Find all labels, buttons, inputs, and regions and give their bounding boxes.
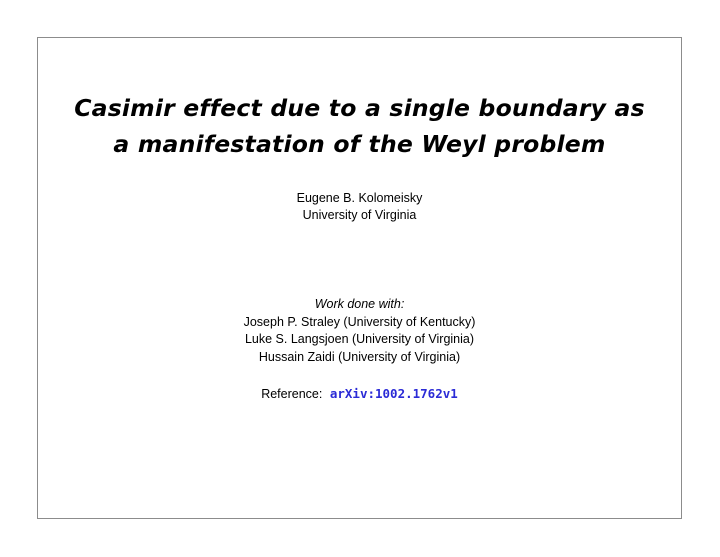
title-line-1: Casimir effect due to a single boundary as bbox=[74, 94, 645, 122]
title-line-2: a manifestation of the Weyl problem bbox=[113, 130, 606, 158]
collaborators-heading: Work done with: bbox=[314, 297, 405, 311]
collaborator-item: Luke S. Langsjoen (University of Virginia) bbox=[244, 332, 475, 346]
reference-link[interactable]: arXiv:1002.1762v1 bbox=[329, 386, 458, 401]
collaborators-block bbox=[38, 296, 681, 366]
reference-label: Reference: bbox=[261, 387, 323, 401]
author-block bbox=[38, 190, 681, 224]
author-affiliation: University of Virginia bbox=[302, 208, 417, 222]
slide-title bbox=[38, 90, 681, 162]
reference-line bbox=[38, 385, 681, 403]
author-name: Eugene B. Kolomeisky bbox=[296, 191, 423, 205]
collaborator-item: Hussain Zaidi (University of Virginia) bbox=[258, 349, 461, 364]
collaborator-item: Joseph P. Straley (University of Kentucky) bbox=[243, 314, 476, 329]
slide bbox=[37, 37, 682, 519]
